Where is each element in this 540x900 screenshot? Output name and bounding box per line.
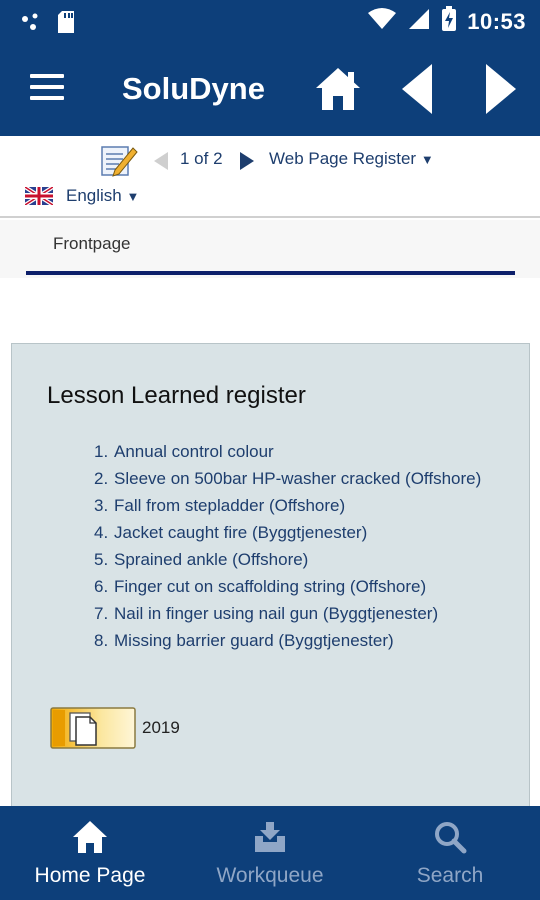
- list-item[interactable]: 7. Nail in finger using nail gun (Byggtjenester): [94, 604, 439, 623]
- inbox-download-icon: [180, 820, 360, 856]
- status-time: 10:53: [467, 8, 526, 34]
- edit-notepad-icon[interactable]: [99, 142, 139, 183]
- prev-page-icon[interactable]: [152, 151, 172, 176]
- search-icon: [360, 820, 540, 856]
- register-dropdown[interactable]: [269, 149, 434, 169]
- card-title: Lesson Learned register: [47, 382, 306, 409]
- tab-frontpage[interactable]: Frontpage: [53, 234, 131, 253]
- nav-home-page[interactable]: [0, 806, 180, 900]
- folder-icon: [50, 707, 136, 749]
- tab-active-indicator: [26, 271, 515, 275]
- notification-dots-icon: [20, 11, 42, 38]
- list-item[interactable]: 1. Annual control colour: [94, 442, 274, 461]
- back-arrow-icon[interactable]: [400, 62, 434, 121]
- nav-label: Search: [416, 864, 484, 887]
- wifi-icon: [367, 7, 397, 36]
- next-page-icon[interactable]: [236, 151, 256, 176]
- nav-label: Workqueue: [216, 864, 324, 887]
- content-card: [11, 343, 530, 823]
- nav-search[interactable]: [360, 806, 540, 900]
- list-item[interactable]: 4. Jacket caught fire (Byggtjenester): [94, 523, 368, 542]
- list-item[interactable]: 2. Sleeve on 500bar HP-washer cracked (Offshore): [94, 469, 482, 488]
- lesson-list: [94, 438, 514, 654]
- bottom-nav: [0, 806, 540, 900]
- cell-signal-icon: [407, 7, 431, 36]
- register-dropdown-label: Web Page Register: [269, 149, 417, 168]
- toolbar: [0, 136, 540, 218]
- list-item[interactable]: 5. Sprained ankle (Offshore): [94, 550, 309, 569]
- battery-charging-icon: [441, 6, 457, 37]
- list-item[interactable]: 6. Finger cut on scaffolding string (Offshore): [94, 577, 427, 596]
- nav-label: Home Page: [34, 864, 146, 887]
- list-item[interactable]: 3. Fall from stepladder (Offshore): [94, 496, 346, 515]
- forward-arrow-icon[interactable]: [484, 62, 518, 121]
- pagination-label: 1 of 2: [180, 149, 223, 168]
- folder-label: 2019: [142, 718, 180, 737]
- app-bar: [0, 44, 540, 136]
- chevron-down-icon: ▼: [126, 189, 140, 204]
- menu-icon[interactable]: [30, 74, 64, 102]
- tab-bar: [0, 220, 540, 278]
- list-item[interactable]: 8. Missing barrier guard (Byggtjenester): [94, 631, 394, 650]
- nav-workqueue[interactable]: [180, 806, 360, 900]
- home-icon: [0, 820, 180, 856]
- status-bar: [0, 0, 540, 44]
- language-dropdown[interactable]: [66, 186, 139, 206]
- chevron-down-icon: ▼: [420, 152, 434, 167]
- home-icon[interactable]: [314, 66, 362, 117]
- language-label: English: [66, 186, 122, 205]
- app-title: SoluDyne: [122, 71, 265, 106]
- folder-link[interactable]: [50, 707, 180, 749]
- sd-card-icon: [56, 10, 76, 39]
- uk-flag-icon: [25, 187, 53, 210]
